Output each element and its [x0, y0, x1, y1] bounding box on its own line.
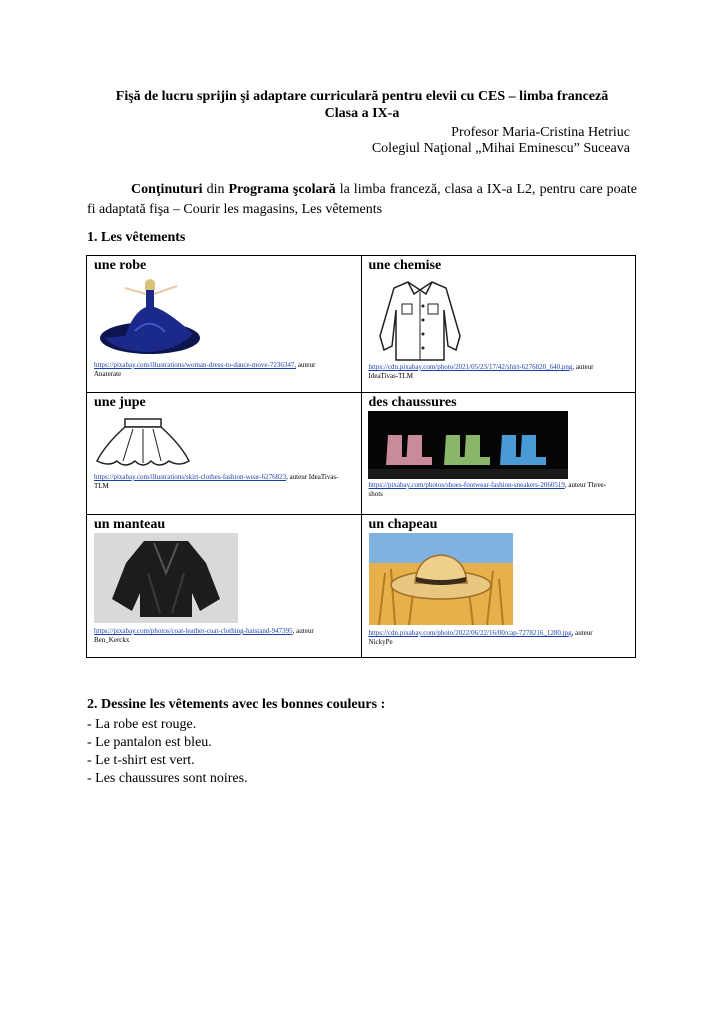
label-chapeau: un chapeau — [368, 517, 438, 532]
label-robe: une robe — [94, 258, 147, 273]
credit-chemise — [362, 363, 636, 381]
dress-image — [95, 276, 213, 356]
author-prefix-robe: auteur — [296, 361, 316, 369]
coat-image — [94, 533, 238, 623]
intro-text-2: la limba franceză, clasa a IX-a L2, pentru care poate fi adaptată fişa – Courir les magasins, Les vêtements — [87, 182, 637, 217]
label-chaussures: des chaussures — [368, 395, 457, 410]
intro-text-1: din — [202, 182, 229, 197]
credit-jupe — [87, 473, 361, 491]
link-jupe[interactable]: https://pixabay.com/illustrations/skirt-clothes-fashion-wear-6276823 — [94, 473, 287, 481]
school-name: Colegiul Naţional „Mihai Eminescu” Suceava — [371, 141, 630, 156]
section1-heading: 1. Les vêtements — [87, 230, 186, 245]
author-chaussures: shots — [368, 490, 383, 498]
author-chapeau: NickyPe — [368, 638, 393, 646]
credit-chapeau — [362, 629, 636, 647]
hat-image — [369, 533, 513, 625]
clothing-table — [86, 255, 636, 658]
label-jupe: une jupe — [94, 395, 146, 410]
author-prefix-jupe: , auteur IdeaTivas- — [286, 473, 339, 481]
intro-bold-contents: Conţinuturi — [131, 182, 203, 197]
author-prefix-manteau: , auteur — [292, 627, 314, 635]
link-manteau[interactable]: https://pixabay.com/photos/coat-leather-coat-clothing-hatstand-947395 — [94, 627, 293, 635]
list-item: - Les chaussures sont noires. — [87, 771, 248, 786]
table-cell-jupe — [87, 393, 362, 515]
author-prefix-chaussures: , auteur Three- — [564, 481, 607, 489]
intro-paragraph — [87, 180, 637, 220]
color-instructions-list — [87, 716, 248, 788]
author-prefix-chapeau: , auteur — [571, 629, 593, 637]
author-jupe: TLM — [94, 482, 109, 490]
worksheet-title: Fişă de lucru sprijin şi adaptare curriculară pentru elevii cu CES – limba franceză — [115, 89, 609, 104]
table-cell-manteau — [87, 515, 362, 658]
author-name: Profesor Maria-Cristina Hetriuc — [451, 125, 630, 140]
author-chemise: IdeaTivas-TLM — [368, 372, 413, 380]
table-cell-chemise — [361, 256, 636, 393]
skirt-image — [93, 415, 193, 471]
link-robe[interactable]: https://pixabay.com/illustrations/woman-dress-to-dance-move-7236347, — [94, 361, 297, 369]
author-robe: Anaterate — [94, 370, 122, 378]
author-prefix-chemise: , auteur — [572, 363, 594, 371]
table-cell-chapeau — [361, 515, 636, 658]
link-chaussures[interactable]: https://pixabay.com/photos/shoes-footwear-fashion-sneakers-2060519 — [368, 481, 565, 489]
section2-heading: 2. Dessine les vêtements avec les bonnes couleurs : — [87, 697, 386, 712]
list-item: - Le pantalon est bleu. — [87, 735, 212, 750]
credit-robe — [87, 361, 361, 379]
credit-manteau — [87, 627, 361, 645]
label-chemise: une chemise — [368, 258, 442, 273]
shirt-image — [374, 276, 466, 364]
link-chemise[interactable]: https://cdn.pixabay.com/photo/2021/05/23/17/42/shirt-6276820_640.png — [368, 363, 573, 371]
table-cell-chaussures — [361, 393, 636, 515]
author-manteau: Ben_Kerckx — [94, 636, 130, 644]
credit-chaussures — [362, 481, 636, 499]
shoes-image — [368, 411, 568, 479]
label-manteau: un manteau — [94, 517, 166, 532]
link-chapeau[interactable]: https://cdn.pixabay.com/photo/2022/06/22/16/00/cap-7278216_1280.jpg — [368, 629, 572, 637]
list-item: - La robe est rouge. — [87, 717, 197, 732]
class-title: Clasa a IX-a — [324, 106, 400, 121]
intro-bold-program: Programa şcolară — [228, 182, 336, 197]
list-item: - Le t-shirt est vert. — [87, 753, 195, 768]
table-cell-robe — [87, 256, 362, 393]
